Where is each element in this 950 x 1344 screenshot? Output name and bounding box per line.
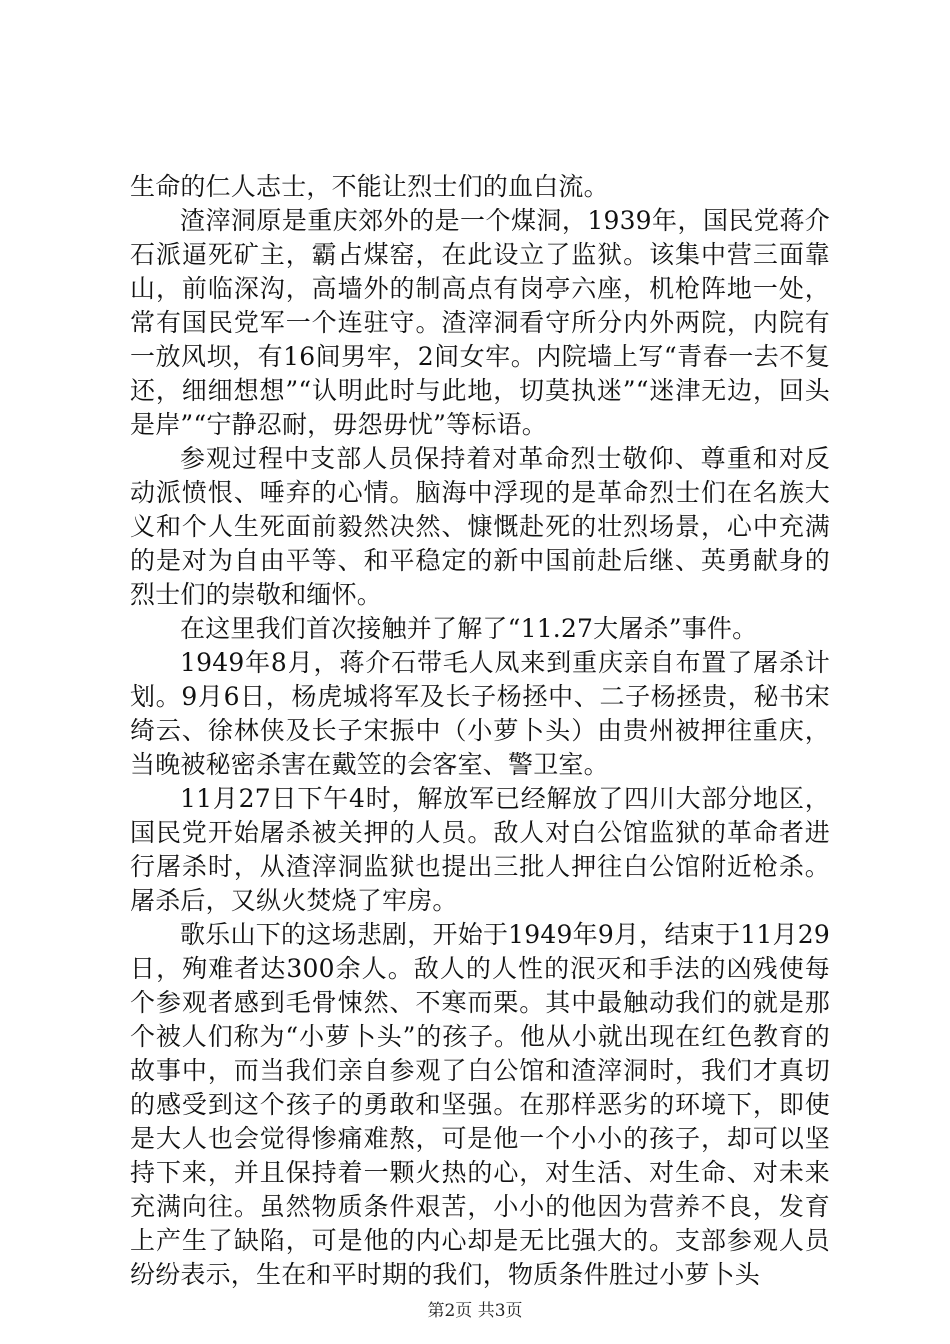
paragraph-4: 在这里我们首次接触并了解了“11.27大屠杀”事件。 [180,614,758,643]
page-footer: 第2页 共3页 [427,1301,523,1321]
paragraph-2: 渣滓洞原是重庆郊外的是一个煤洞，1939年，国民党蒋介石派逼死矿主，霸占煤窑，在此设立了监狱。该集中营三面靠山，前临深沟，高墙外的制高点有岗亭六座，机枪阵地一处，常有国民党军一个连驻守。渣滓洞看守所分内外两院，内院有一放风坝，有16间男牢，2间女牢。内院墙上写“青春一去不复还，细细想想”“认明此时与此地，切莫执迷”“迷津无边，回头是岸”“宁静忍耐，毋怨毋忧”等标语。 [130,206,830,439]
paragraph-3: 参观过程中支部人员保持着对革命烈士敬仰、尊重和对反动派愤恨、唾弃的心情。脑海中浮现的是革命烈士们在名族大义和个人生死面前毅然决然、慷慨赴死的壮烈场景，心中充满的是对为自由平等、和平稳定的新中国前赴后继、英勇献身的烈士们的崇敬和缅怀。 [130,444,830,609]
paragraph-1: 生命的仁人志士，不能让烈士们的血白流。 [130,172,609,201]
document-body [130,170,830,1292]
paragraph-6: 11月27日下午4时，解放军已经解放了四川大部分地区，国民党开始屠杀被关押的人员。敌人对白公馆监狱的革命者进行屠杀时，从渣滓洞监狱也提出三批人押往白公馆附近枪杀。屠杀后，又纵火焚烧了牢房。 [130,784,830,915]
paragraph-7: 歌乐山下的这场悲剧，开始于1949年9月，结束于11月29日，殉难者达300余人。敌人的人性的泯灭和手法的凶残使每个参观者感到毛骨悚然、不寒而栗。其中最触动我们的就是那个被人们称为“小萝卜头”的孩子。他从小就出现在红色教育的故事中，而当我们亲自参观了白公馆和渣滓洞时，我们才真切的感受到这个孩子的勇敢和坚强。在那样恶劣的环境下，即使是大人也会觉得惨痛难熬，可是他一个小小的孩子，却可以坚持下来，并且保持着一颗火热的心，对生活、对生命、对未来充满向往。虽然物质条件艰苦，小小的他因为营养不良，发育上产生了缺陷，可是他的内心却是无比强大的。支部参观人员纷纷表示，生在和平时期的我们，物质条件胜过小萝卜头 [130,920,830,1289]
paragraph-5: 1949年8月，蒋介石带毛人凤来到重庆亲自布置了屠杀计划。9月6日，杨虎城将军及长子杨拯中、二子杨拯贵，秘书宋绮云、徐林侠及长子宋振中（小萝卜头）由贵州被押往重庆，当晚被秘密杀害在戴笠的会客室、警卫室。 [130,648,830,779]
